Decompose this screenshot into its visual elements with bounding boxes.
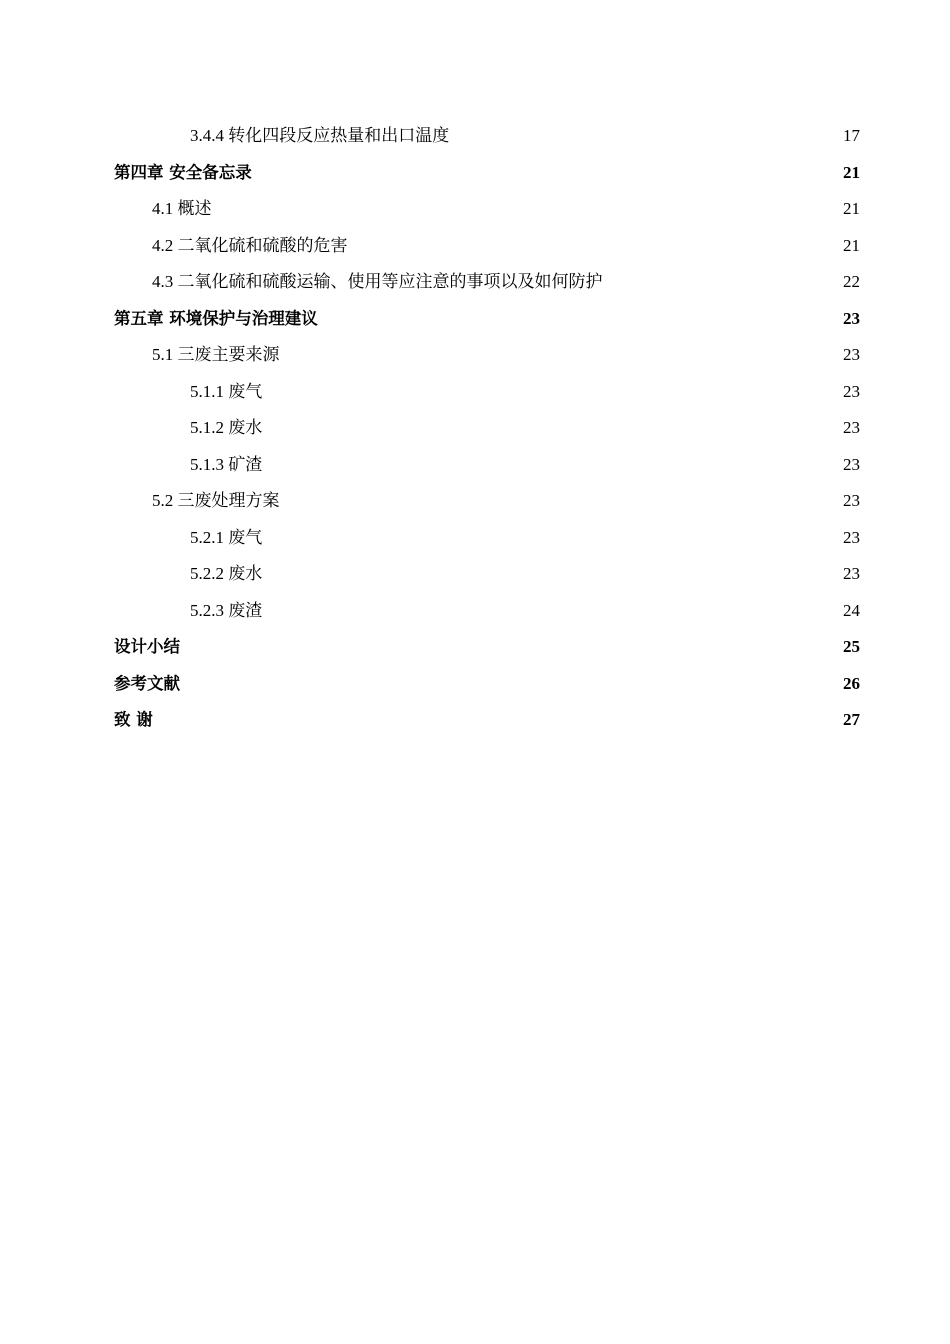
toc-entry-page: 25 [843, 637, 860, 656]
toc-entry-page: 23 [843, 308, 860, 328]
toc-entry-page: 22 [843, 272, 860, 291]
toc-entry[interactable] [114, 447, 860, 484]
toc-entry-label: 设计小结 [114, 637, 180, 656]
toc-entry-label: 4.1 概述 [152, 199, 212, 218]
toc-entry-label: 5.1.2 废水 [190, 418, 263, 437]
toc-entry-label: 第四章 安全备忘录 [114, 162, 252, 182]
toc-entry-page: 21 [843, 199, 860, 218]
toc-entry-label: 致 谢 [114, 710, 153, 729]
toc-entry-label: 5.1 三废主要来源 [152, 345, 280, 364]
toc-entry-page: 21 [843, 162, 860, 182]
toc-entry-label: 5.1.1 废气 [190, 381, 263, 401]
toc-chapter-entry[interactable] [114, 301, 860, 338]
toc-entry-page: 23 [843, 527, 860, 547]
toc-entry[interactable] [114, 118, 860, 155]
toc-entry-page: 21 [843, 235, 860, 255]
toc-entry-label: 3.4.4 转化四段反应热量和出口温度 [190, 126, 450, 145]
toc-entry-label: 5.2.3 废渣 [190, 600, 263, 620]
toc-entry[interactable] [114, 337, 860, 374]
toc-entry[interactable] [114, 410, 860, 447]
toc-entry-label: 第五章 环境保护与治理建议 [114, 308, 318, 328]
toc-chapter-entry[interactable] [114, 155, 860, 192]
toc-entry-page: 17 [843, 126, 860, 145]
toc-entry-page: 23 [843, 345, 860, 364]
toc-entry-label: 5.2.2 废水 [190, 564, 263, 583]
toc-entry[interactable] [114, 483, 860, 520]
toc-chapter-entry[interactable] [114, 629, 860, 666]
toc-entry-page: 26 [843, 673, 860, 693]
toc-entry[interactable] [114, 374, 860, 411]
toc-entry[interactable] [114, 228, 860, 265]
toc-entry-page: 27 [843, 710, 860, 729]
toc-entry-label: 4.2 二氧化硫和硫酸的危害 [152, 235, 348, 255]
toc-entry-label: 5.2 三废处理方案 [152, 491, 280, 510]
toc-entry-page: 23 [843, 381, 860, 401]
toc-entry[interactable] [114, 556, 860, 593]
toc-entry-page: 24 [843, 600, 860, 620]
toc-chapter-entry[interactable] [114, 666, 860, 703]
table-of-contents [114, 118, 860, 739]
toc-entry-page: 23 [843, 564, 860, 583]
toc-entry-label: 5.2.1 废气 [190, 527, 263, 547]
toc-entry-page: 23 [843, 491, 860, 510]
toc-chapter-entry[interactable] [114, 702, 860, 739]
toc-entry-page: 23 [843, 454, 860, 474]
toc-entry-label: 5.1.3 矿渣 [190, 454, 263, 474]
toc-entry[interactable] [114, 191, 860, 228]
toc-entry-label: 4.3 二氧化硫和硫酸运输、使用等应注意的事项以及如何防护 [152, 272, 603, 291]
toc-entry-page: 23 [843, 418, 860, 437]
toc-entry[interactable] [114, 264, 860, 301]
toc-entry[interactable] [114, 520, 860, 557]
toc-entry[interactable] [114, 593, 860, 630]
toc-entry-label: 参考文献 [114, 673, 180, 693]
